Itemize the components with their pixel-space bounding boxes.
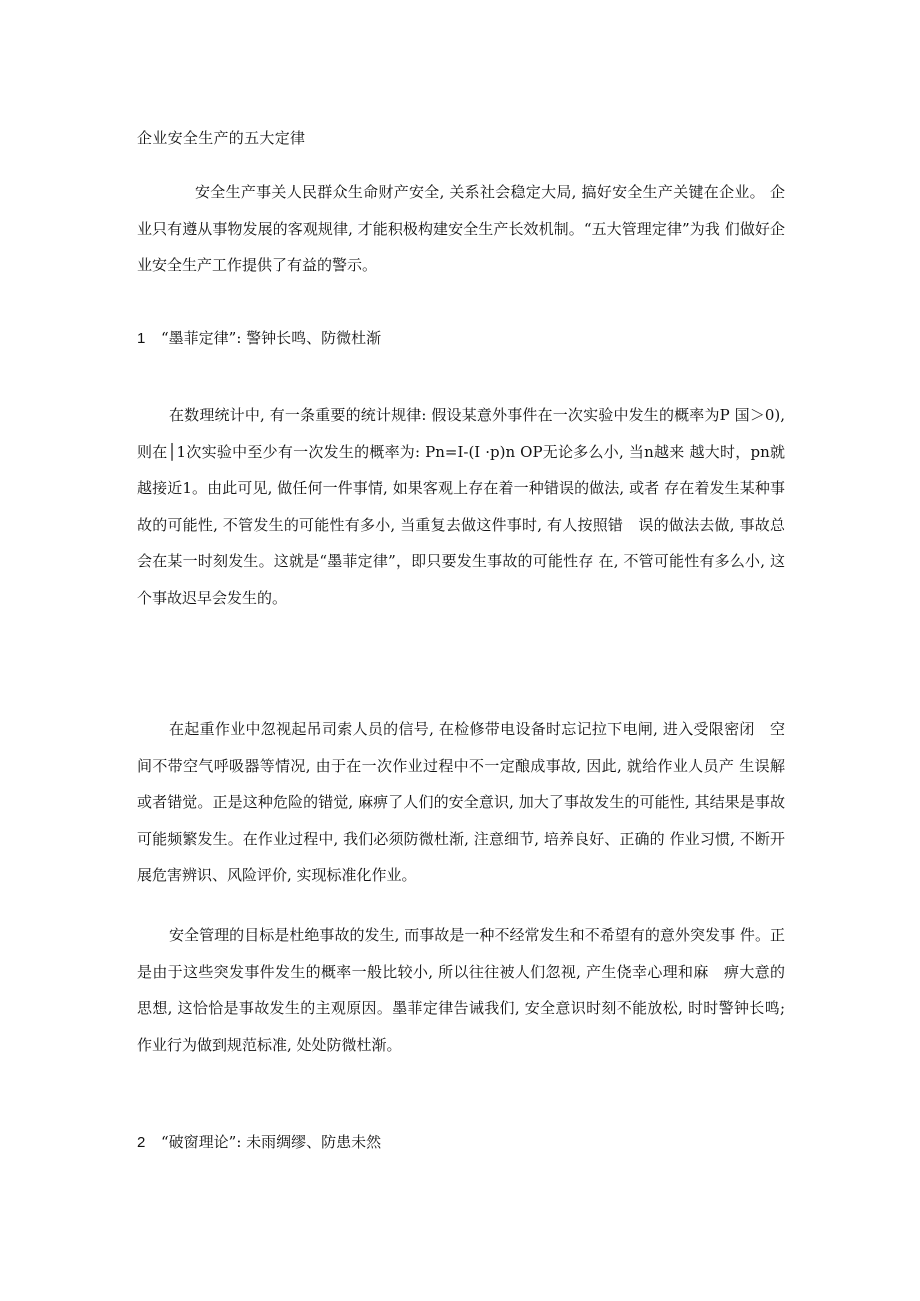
intro-paragraph: 安全生产事关人民群众生命财产安全, 关系社会稳定大局, 搞好安全生产关键在企业。 企业只有遵从事物发展的客观规律, 才能积极构建安全生产长效机制。“五大管理定律”为我 们做好企业安全生产工作提供了有益的警示。: [137, 183, 785, 274]
section-number: 2: [137, 1134, 146, 1151]
section-number: 1: [137, 330, 146, 347]
section-1-paragraph-1: 在数理统计中, 有一条重要的统计规律: 假设某意外事件在一次实验中发生的概率为P 国＞0), 则在│1次实验中至少有一次发生的概率为: Pn=I-(I ·p)n OP无论多么小, 当n越来 越大时，pn就越接近1。由此可见, 做任何一件事情, 如果客观上存在着一种错误的做法, 或者 存在着发生某种事故的可能性, 不管发生的可能性有多小, 当重复去做这件事时, 有人按照错 误的做法去做, 事故总会在某一时刻发生。这就是“墨菲定律”，即只要发生事故的可能性存 在, 不管可能性有多么小, 这个事故迟早会发生的。: [137, 406, 785, 607]
section-heading-text: “破窗理论”: 未雨绸缪、防患未然: [161, 1133, 382, 1151]
section-1-paragraph-3: 安全管理的目标是杜绝事故的发生, 而事故是一种不经常发生和不希望有的意外突发事 件。正是由于这些突发事件发生的概率一般比较小, 所以往往被人们忽视, 产生侥幸心理和麻 痹大意的思想, 这恰恰是事故发生的主观原因。墨菲定律告诫我们, 安全意识时刻不能放松, 时时警钟长鸣; 作业行为做到规范标准, 处处防微杜渐。: [137, 926, 785, 1054]
section-heading-text: “墨菲定律”: 警钟长鸣、防微杜渐: [161, 329, 382, 347]
section-2-heading: [137, 1131, 381, 1152]
section-1-heading: [137, 327, 381, 348]
section-1-paragraph-2: 在起重作业中忽视起吊司索人员的信号, 在检修带电设备时忘记拉下电闸, 进入受限密闭 空间不带空气呼吸器等情况, 由于在一次作业过程中不一定酿成事故, 因此, 就给作业人员产 生误解或者错觉。正是这种危险的错觉, 麻痹了人们的安全意识, 加大了事故发生的可能性, 其结果是事故可能频繁发生。在作业过程中, 我们必须防微杜渐, 注意细节, 培养良好、正确的 作业习惯, 不断开展危害辨识、风险评价, 实现标准化作业。: [137, 720, 785, 884]
document-title: 企业安全生产的五大定律: [137, 129, 306, 147]
